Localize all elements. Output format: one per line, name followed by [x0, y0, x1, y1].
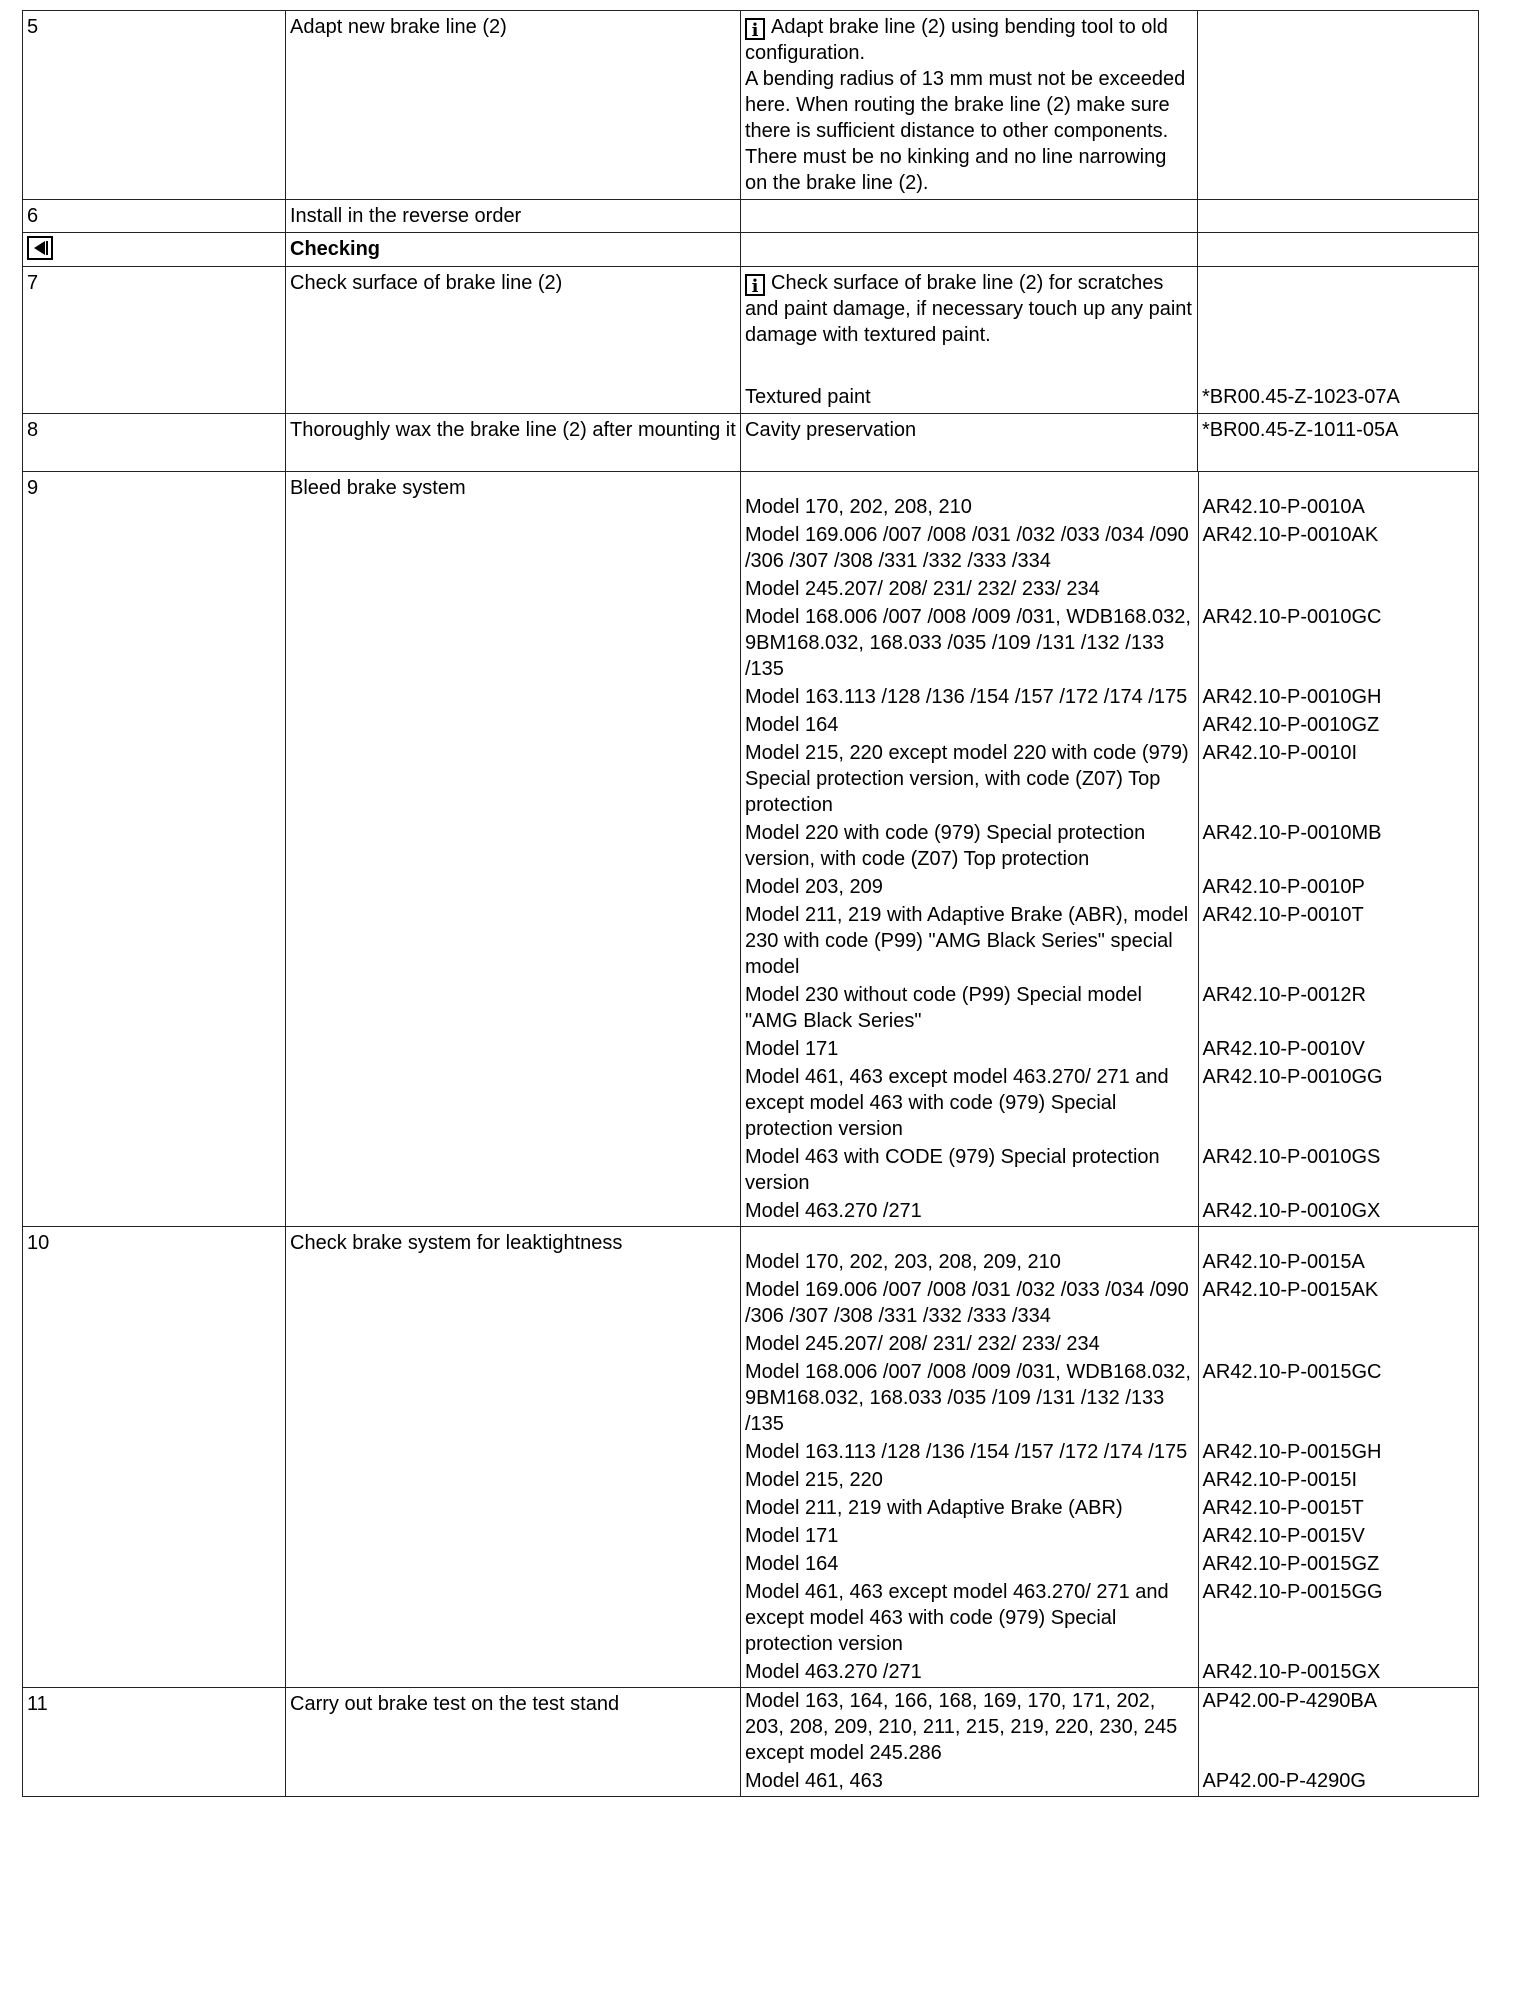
- model-name: Model 461, 463: [741, 1768, 1198, 1796]
- model-item: [741, 684, 1479, 712]
- model-name: Model 169.006 /007 /008 /031 /032 /033 /034 /090 /306 /307 /308 /331 /332 /333 /334: [741, 522, 1198, 576]
- step-number: 6: [23, 200, 286, 233]
- model-item: [741, 820, 1479, 874]
- step-action: Bleed brake system: [286, 472, 741, 1227]
- step-action: Thoroughly wax the brake line (2) after mounting it: [286, 414, 741, 472]
- reference-code[interactable]: AR42.10-P-0010GG: [1202, 1066, 1383, 1088]
- note-text: Adapt brake line (2) using bending tool to old configuration.: [745, 16, 1168, 64]
- step-number: 10: [23, 1227, 286, 1688]
- reference-code[interactable]: AR42.10-P-0015GH: [1202, 1441, 1382, 1463]
- model-item: [741, 576, 1479, 604]
- step-reference: [1198, 11, 1479, 200]
- model-name: Model 463 with CODE (979) Special protection version: [741, 1144, 1198, 1198]
- model-item: [741, 1768, 1479, 1796]
- model-item: [741, 1331, 1479, 1359]
- model-item: [741, 494, 1479, 522]
- model-item: [741, 604, 1479, 684]
- model-name: Model 164: [741, 1551, 1198, 1579]
- step-note: [741, 267, 1198, 414]
- step-number: 7: [23, 267, 286, 414]
- model-name: Model 168.006 /007 /008 /009 /031, WDB168.032, 9BM168.032, 168.033 /035 /109 /131 /132 /133 /135: [741, 1359, 1198, 1439]
- model-item: [741, 1579, 1479, 1659]
- model-item: [741, 522, 1479, 576]
- model-name: Model 171: [741, 1036, 1198, 1064]
- table-row: [23, 1227, 1479, 1688]
- table-row: [23, 1688, 1479, 1797]
- model-name: Model 164: [741, 712, 1198, 740]
- material-name: Cavity preservation: [741, 414, 1198, 472]
- step-reference: [1198, 267, 1479, 414]
- navigation-back-icon[interactable]: [27, 236, 53, 260]
- model-item: [741, 874, 1479, 902]
- model-item: [741, 1688, 1479, 1768]
- model-list: [741, 472, 1479, 1227]
- reference-code[interactable]: AR42.10-P-0015T: [1202, 1497, 1364, 1519]
- model-item: [741, 1523, 1479, 1551]
- reference-code[interactable]: AR42.10-P-0010AK: [1202, 524, 1379, 546]
- model-item: [741, 1277, 1479, 1331]
- table-row: [23, 200, 1479, 233]
- reference-code[interactable]: AR42.10-P-0010GH: [1202, 686, 1382, 708]
- model-name: Model 170, 202, 203, 208, 209, 210: [741, 1249, 1198, 1277]
- model-name: Model 203, 209: [741, 874, 1198, 902]
- model-item: [741, 1495, 1479, 1523]
- model-item: [741, 1198, 1479, 1226]
- model-item: [741, 1036, 1479, 1064]
- table-row: [23, 414, 1479, 472]
- model-name: Model 163.113 /128 /136 /154 /157 /172 /174 /175: [741, 684, 1198, 712]
- model-name: Model 171: [741, 1523, 1198, 1551]
- model-reference-list: [741, 472, 1479, 1226]
- model-name: Model 170, 202, 208, 210: [741, 494, 1198, 522]
- table-row: [23, 472, 1479, 1227]
- reference-code[interactable]: AR42.10-P-0010GZ: [1202, 714, 1380, 736]
- model-item: [741, 982, 1479, 1036]
- reference-code[interactable]: AR42.10-P-0010T: [1202, 904, 1364, 926]
- work-instructions-document: [22, 10, 1478, 1984]
- reference-code[interactable]: AR42.10-P-0010V: [1202, 1038, 1365, 1060]
- model-name: Model 220 with code (979) Special protection version, with code (Z07) Top protection: [741, 820, 1198, 874]
- model-name: Model 163.113 /128 /136 /154 /157 /172 /174 /175: [741, 1439, 1198, 1467]
- model-item: [741, 712, 1479, 740]
- reference-code[interactable]: AR42.10-P-0010P: [1202, 876, 1365, 898]
- reference-code[interactable]: AR42.10-P-0015AK: [1202, 1279, 1379, 1301]
- step-action: Check brake system for leaktightness: [286, 1227, 741, 1688]
- table-row: [23, 267, 1479, 414]
- step-number: 11: [23, 1688, 286, 1797]
- model-name: Model 245.207/ 208/ 231/ 232/ 233/ 234: [741, 1331, 1198, 1359]
- reference-code[interactable]: *BR00.45-Z-1011-05A: [1198, 414, 1479, 472]
- model-item: [741, 1249, 1479, 1277]
- model-item: [741, 740, 1479, 820]
- table-row: [23, 11, 1479, 200]
- model-list: [741, 1688, 1479, 1797]
- model-item: [741, 1467, 1479, 1495]
- reference-code[interactable]: AR42.10-P-0012R: [1202, 984, 1366, 1006]
- step-number: 5: [23, 11, 286, 200]
- step-number: 9: [23, 472, 286, 1227]
- info-icon: i: [745, 18, 765, 40]
- reference-code[interactable]: AR42.10-P-0015I: [1202, 1469, 1358, 1491]
- model-item: [741, 1064, 1479, 1144]
- model-item: [741, 1359, 1479, 1439]
- step-reference: [1198, 200, 1479, 233]
- model-name: Model 215, 220 except model 220 with code (979) Special protection version, with code (Z07) Top protection: [741, 740, 1198, 820]
- model-name: Model 463.270 /271: [741, 1659, 1198, 1687]
- model-item: [741, 1659, 1479, 1687]
- model-name: Model 230 without code (P99) Special model "AMG Black Series": [741, 982, 1198, 1036]
- step-action: Check surface of brake line (2): [286, 267, 741, 414]
- model-item: [741, 902, 1479, 982]
- reference-code[interactable]: [1198, 1331, 1479, 1359]
- reference-code[interactable]: AR42.10-P-0015GZ: [1202, 1553, 1380, 1575]
- step-number: 8: [23, 414, 286, 472]
- reference-code[interactable]: AR42.10-P-0015A: [1202, 1251, 1365, 1273]
- step-note: [741, 200, 1198, 233]
- model-item: [741, 1551, 1479, 1579]
- reference-code[interactable]: AR42.10-P-0015GX: [1202, 1661, 1381, 1683]
- reference-code[interactable]: AR42.10-P-0010GC: [1202, 606, 1382, 628]
- model-name: Model 463.270 /271: [741, 1198, 1198, 1226]
- reference-code[interactable]: AR42.10-P-0010GX: [1202, 1200, 1381, 1222]
- step-action: Install in the reverse order: [286, 200, 741, 233]
- work-steps-table: [22, 10, 1479, 1797]
- model-reference-list: [741, 1688, 1479, 1796]
- reference-code[interactable]: [1198, 576, 1479, 604]
- model-name: Model 461, 463 except model 463.270/ 271 and except model 463 with code (979) Special protection version: [741, 1579, 1198, 1659]
- step-action: Carry out brake test on the test stand: [286, 1688, 741, 1797]
- reference-code[interactable]: AR42.10-P-0015GC: [1202, 1361, 1382, 1383]
- reference-code[interactable]: *BR00.45-Z-1023-07A: [1202, 386, 1400, 408]
- model-item: [741, 1144, 1479, 1198]
- model-name: Model 245.207/ 208/ 231/ 232/ 233/ 234: [741, 576, 1198, 604]
- material-name: Textured paint: [745, 386, 871, 408]
- reference-code[interactable]: AR42.10-P-0010MB: [1202, 822, 1382, 844]
- reference-code[interactable]: AP42.00-P-4290G: [1202, 1770, 1366, 1792]
- model-name: Model 211, 219 with Adaptive Brake (ABR): [741, 1495, 1198, 1523]
- section-row: [23, 233, 1479, 267]
- note-text: A bending radius of 13 mm must not be exceeded here. When routing the brake line (2) make sure there is sufficient distance to other components. There must be no kinking and no line narrowing on the brake line (2).: [745, 68, 1186, 194]
- model-list: [741, 1227, 1479, 1688]
- reference-code[interactable]: AR42.10-P-0010A: [1202, 496, 1365, 518]
- reference-code[interactable]: AR42.10-P-0010I: [1202, 742, 1358, 764]
- model-name: Model 169.006 /007 /008 /031 /032 /033 /034 /090 /306 /307 /308 /331 /332 /333 /334: [741, 1277, 1198, 1331]
- section-heading: Checking: [286, 233, 741, 267]
- reference-code[interactable]: AR42.10-P-0015GG: [1202, 1581, 1383, 1603]
- model-name: Model 168.006 /007 /008 /009 /031, WDB168.032, 9BM168.032, 168.033 /035 /109 /131 /132 /133 /135: [741, 604, 1198, 684]
- note-text: Check surface of brake line (2) for scratches and paint damage, if necessary touch up any paint damage with textured paint.: [745, 272, 1192, 346]
- model-name: Model 461, 463 except model 463.270/ 271 and except model 463 with code (979) Special protection version: [741, 1064, 1198, 1144]
- model-item: [741, 1439, 1479, 1467]
- reference-code[interactable]: AR42.10-P-0010GS: [1202, 1146, 1381, 1168]
- step-action: Adapt new brake line (2): [286, 11, 741, 200]
- reference-code[interactable]: AP42.00-P-4290BA: [1202, 1690, 1378, 1712]
- model-reference-list: [741, 1227, 1479, 1687]
- info-icon: i: [745, 274, 765, 296]
- section-icon-cell: [23, 233, 286, 267]
- model-name: Model 215, 220: [741, 1467, 1198, 1495]
- reference-code[interactable]: AR42.10-P-0015V: [1202, 1525, 1365, 1547]
- step-note: [741, 11, 1198, 200]
- model-name: Model 211, 219 with Adaptive Brake (ABR), model 230 with code (P99) "AMG Black Series" special model: [741, 902, 1198, 982]
- model-name: Model 163, 164, 166, 168, 169, 170, 171, 202, 203, 208, 209, 210, 211, 215, 219, 220, 230, 245 except model 245.286: [741, 1688, 1198, 1768]
